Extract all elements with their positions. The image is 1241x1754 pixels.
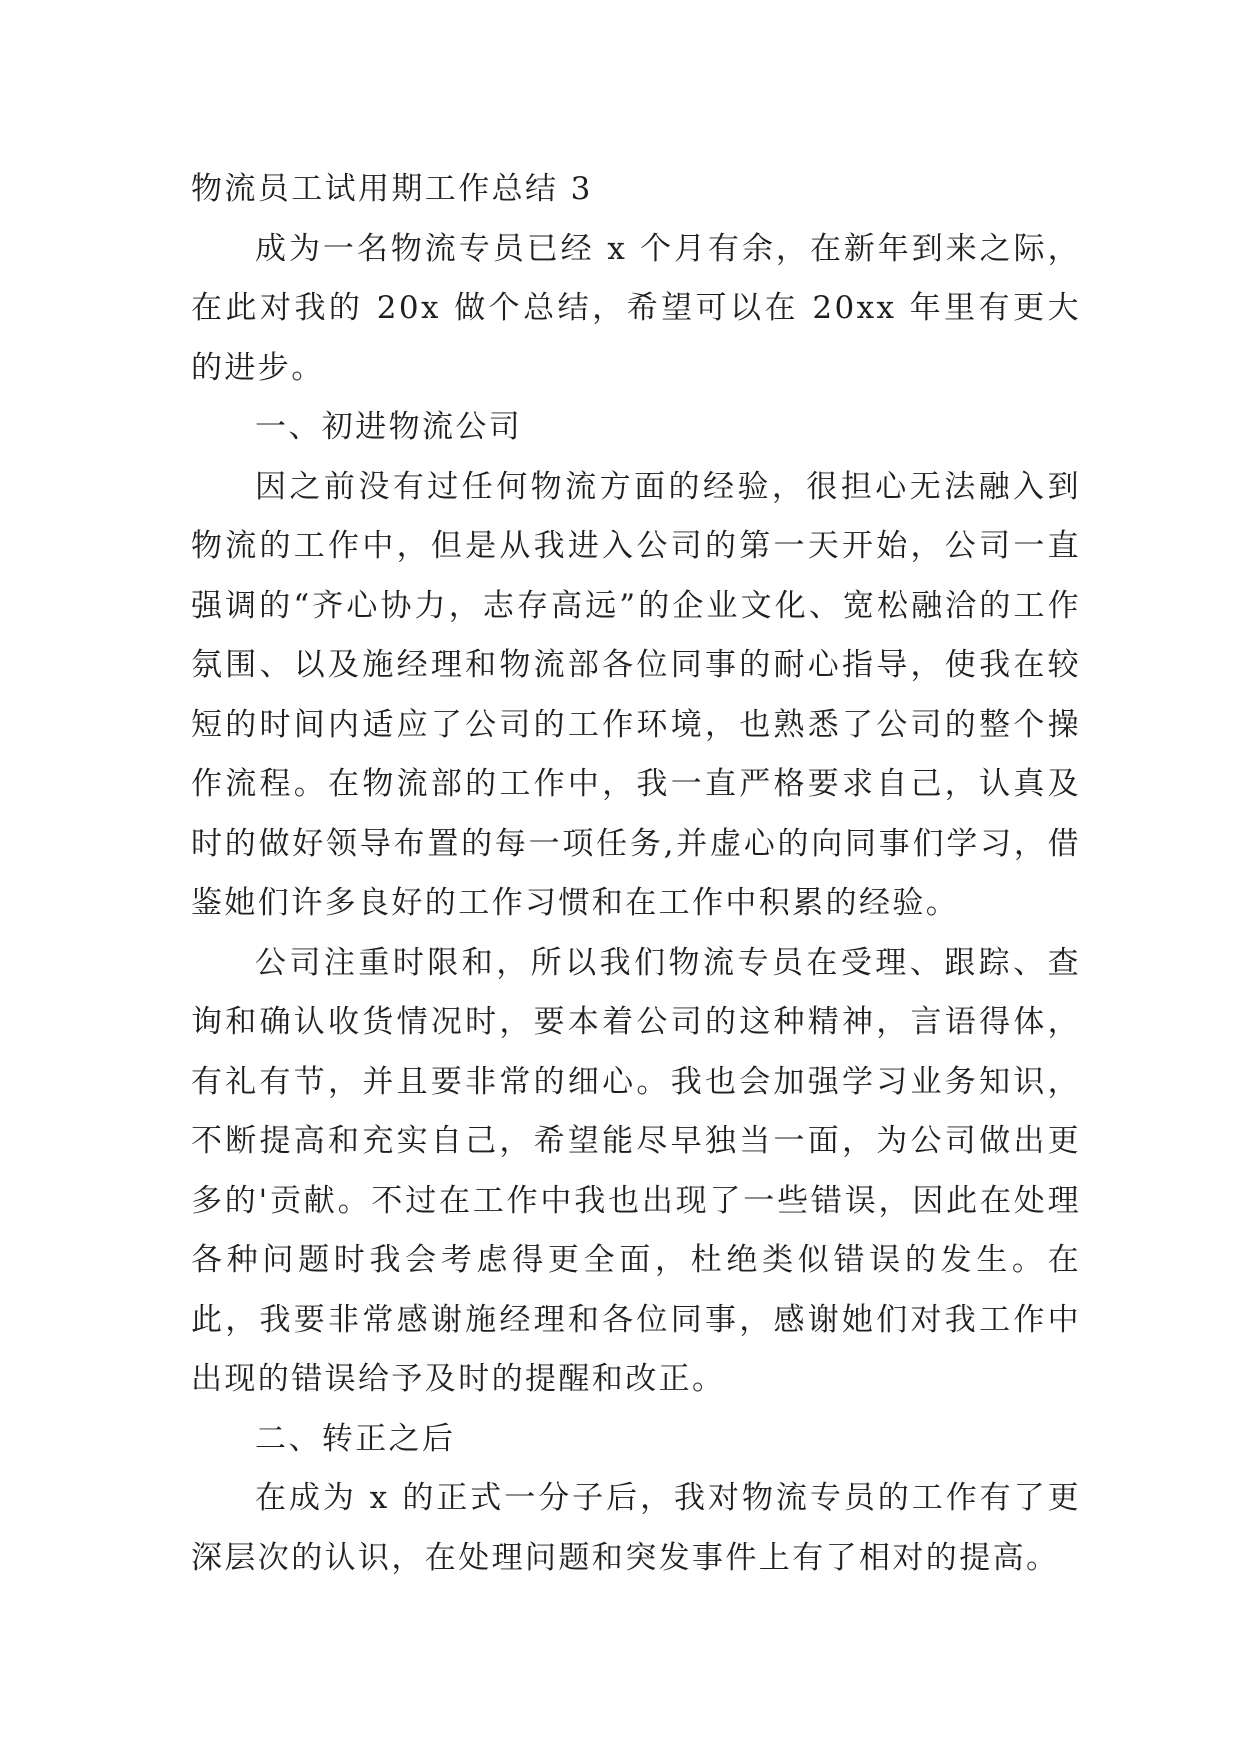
section-heading-2: 二、转正之后 [255,1420,456,1457]
body-paragraph: 公司注重时限和，所以我们物流专员在受理、跟踪、查询和确认收货情况时，要本着公司的这种精神，言语得体，有礼有节，并且要非常的细心。我也会加强学习业务知识，不断提高和充实自己，希望能尽早独当一面，为公司做出更多的'贡献。不过在工作中我也出现了一些错误，因此在处理各种问题时我会考虑得更全面，杜绝类似错误的发生。在此，我要非常感谢施经理和各位同事，感谢她们对我工作中出现的错误给予及时的提醒和改正。 [191,944,1081,1397]
body-paragraph: 因之前没有过任何物流方面的经验，很担心无法融入到物流的工作中，但是从我进入公司的第一天开始，公司一直强调的“齐心协力，志存高远”的企业文化、宽松融洽的工作氛围、以及施经理和物流部各位同事的耐心指导，使我在较短的时间内适应了公司的工作环境，也熟悉了公司的整个操作流程。在物流部的工作中，我一直严格要求自己，认真及时的做好领导布置的每一项任务,并虚心的向同事们学习，借鉴她们许多良好的工作习惯和在工作中积累的经验。 [191,468,1081,921]
intro-paragraph: 成为一名物流专员已经 x 个月有余，在新年到来之际，在此对我的 20x 做个总结，希望可以在 20xx 年里有更大的进步。 [191,230,1081,386]
document-title: 物流员工试用期工作总结 3 [191,171,593,207]
document-body [191,160,1081,1588]
body-paragraph: 在成为 x 的正式一分子后，我对物流专员的工作有了更深层次的认识，在处理问题和突发事件上有了相对的提高。 [191,1480,1081,1576]
section-heading-1: 一、初进物流公司 [255,409,523,445]
